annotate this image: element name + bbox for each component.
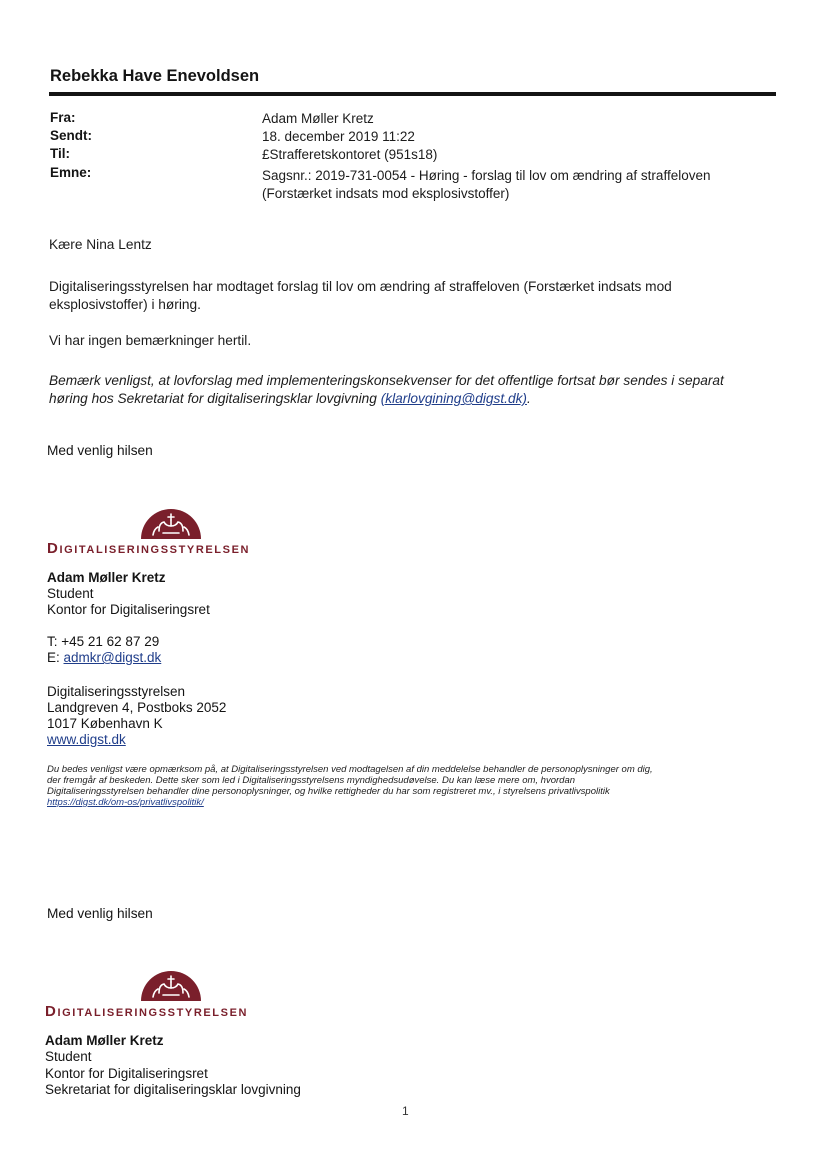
- signer-name-2: Adam Møller Kretz: [45, 1033, 164, 1048]
- signer-email-link[interactable]: admkr@digst.dk: [63, 650, 162, 665]
- digitaliseringsstyrelsen-logo-wordmark-2: [45, 1003, 248, 1021]
- from-label: Fra:: [50, 110, 76, 125]
- logo-rest-2: IGITALISERINGSSTYRELSEN: [57, 1007, 249, 1019]
- disclaimer-line-2: der fremgår af beskeden. Dette sker som led i Digitaliseringsstyrelsens myndighedsudøvelse. Du kan læse mere om, hvordan: [47, 775, 576, 786]
- subject-value: Sagsnr.: 2019-731-0054 - Høring - forslag til lov om ændring af straffeloven: [262, 168, 711, 183]
- body-paragraph-2: Vi har ingen bemærkninger hertil.: [49, 333, 252, 348]
- privacy-disclaimer: [47, 764, 767, 808]
- closing-2: Med venlig hilsen: [47, 906, 153, 921]
- crown-logo-icon: [139, 505, 203, 539]
- signer-title-2: Student: [45, 1049, 92, 1064]
- signer-office-2: Kontor for Digitaliseringsret: [45, 1066, 208, 1081]
- note-line-2: [49, 389, 531, 409]
- org-address-2: 1017 København K: [47, 716, 163, 731]
- signer-title: Student: [47, 586, 94, 601]
- header-divider: [49, 92, 776, 96]
- org-address-1: Landgreven 4, Postboks 2052: [47, 700, 227, 715]
- greeting: Kære Nina Lentz: [49, 237, 152, 252]
- note-suffix: .: [526, 391, 531, 406]
- to-label: Til:: [50, 146, 70, 161]
- org-name: Digitaliseringsstyrelsen: [47, 684, 186, 699]
- privacy-policy-link[interactable]: https://digst.dk/om-os/privatlivspolitik/: [47, 797, 204, 808]
- body-paragraph-1-line-1: Digitaliseringsstyrelsen har modtaget forslag til lov om ændring af straffeloven (Forstærket indsats mod: [49, 279, 672, 294]
- sent-label: Sendt:: [50, 128, 92, 143]
- email-prefix: E:: [47, 650, 64, 665]
- klarlov-email-link[interactable]: (klarlovgining@digst.dk): [380, 391, 527, 406]
- digitaliseringsstyrelsen-logo-wordmark: [47, 540, 250, 558]
- subject-value-line2: (Forstærket indsats mod eksplosivstoffer): [262, 186, 510, 201]
- website-row: [47, 732, 126, 748]
- logo-initial: D: [47, 540, 60, 557]
- crown-logo-icon-2: [139, 967, 203, 1001]
- closing-1: Med venlig hilsen: [47, 443, 153, 458]
- note-line-1: Bemærk venligst, at lovforslag med implementeringskonsekvenser for det offentlige fortsat bør sendes i separat: [49, 373, 724, 388]
- signer-email-row: [47, 650, 161, 666]
- from-value: Adam Møller Kretz: [262, 111, 374, 126]
- signer-office-2b: Sekretariat for digitaliseringsklar lovgivning: [45, 1082, 301, 1097]
- disclaimer-line-1: Du bedes venligst være opmærksom på, at Digitaliseringsstyrelsen ved modtagelsen af din meddelelse behandler de personoplysninger om dig,: [47, 764, 653, 775]
- signer-phone: T: +45 21 62 87 29: [47, 634, 160, 649]
- body-paragraph-1-line-2: eksplosivstoffer) i høring.: [49, 297, 201, 312]
- website-link[interactable]: www.digst.dk: [47, 732, 126, 747]
- disclaimer-line-3: Digitaliseringsstyrelsen behandler dine personoplysninger, og hvilke rettigheder du har som registreret mv., i styrelsens privatlivspolitik: [47, 786, 610, 797]
- subject-label: Emne:: [50, 165, 92, 180]
- to-value: £Strafferetskontoret (951s18): [262, 147, 438, 162]
- sender-name: Rebekka Have Enevoldsen: [50, 67, 260, 85]
- signer-office: Kontor for Digitaliseringsret: [47, 602, 210, 617]
- signer-name: Adam Møller Kretz: [47, 570, 166, 585]
- page-number: 1: [402, 1104, 409, 1118]
- logo-initial-2: D: [45, 1003, 58, 1020]
- logo-rest: IGITALISERINGSSTYRELSEN: [59, 544, 251, 556]
- sent-value: 18. december 2019 11:22: [262, 129, 415, 144]
- note-line-2-text: høring hos Sekretariat for digitaliseringsklar lovgivning: [49, 391, 381, 406]
